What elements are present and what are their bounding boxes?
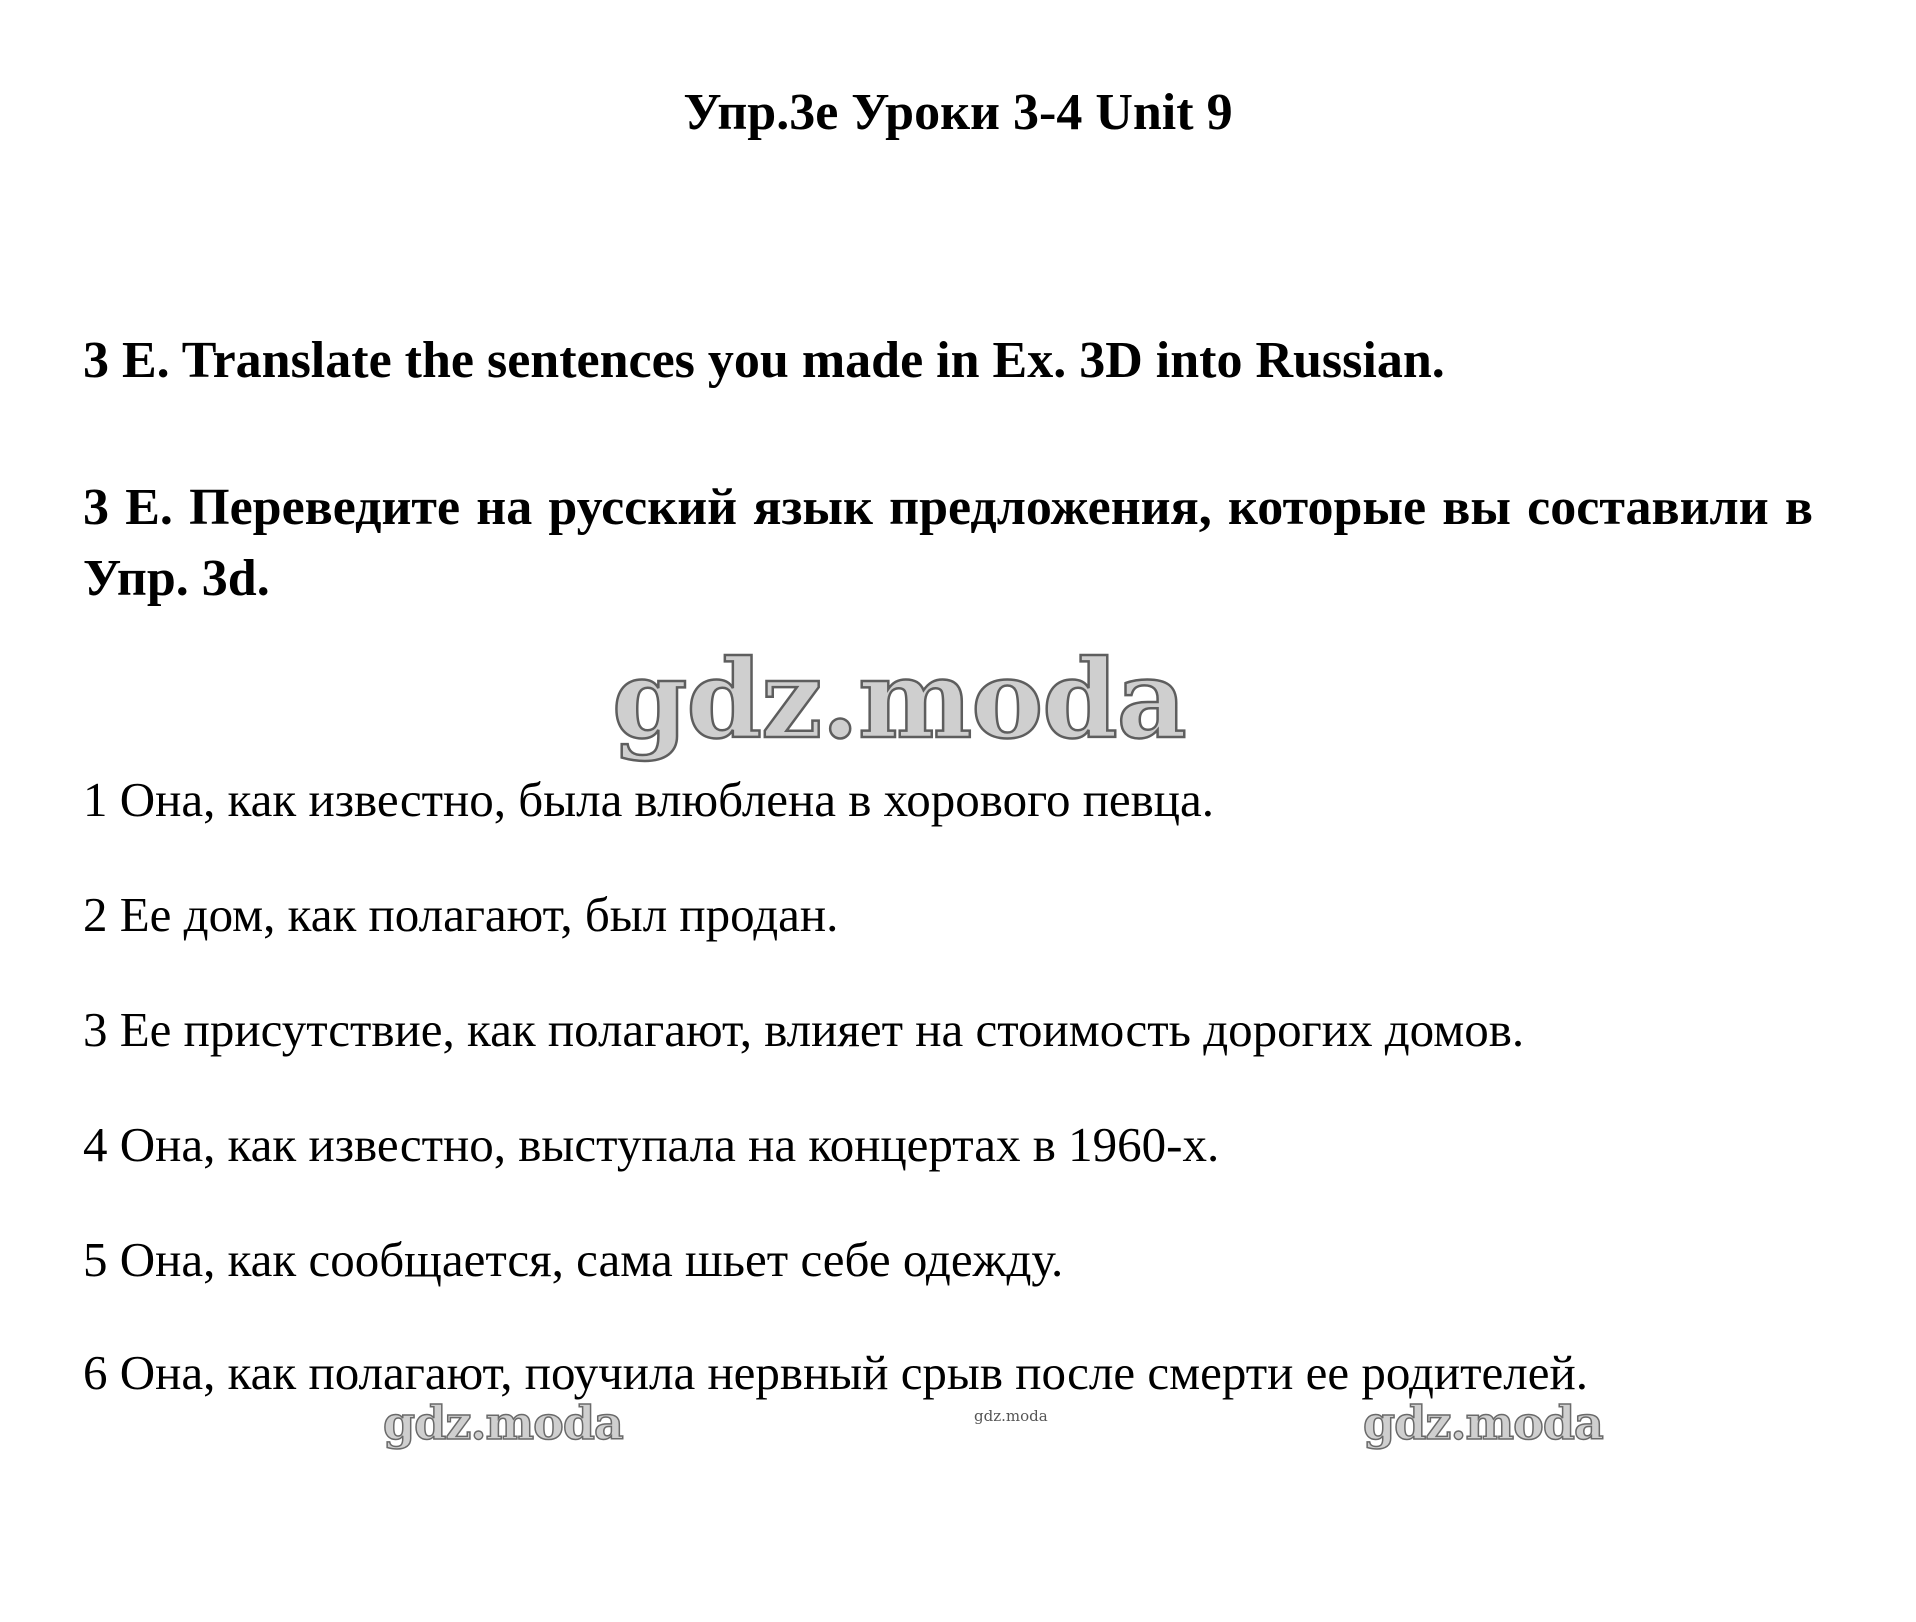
sentence-5: 5 Она, как сообщается, сама шьет себе одежду.	[83, 1232, 1064, 1287]
watermark-logo-right: gdz.moda	[1363, 1396, 1603, 1450]
watermark-logo-tiny: gdz.moda	[974, 1407, 1048, 1425]
watermark-logo-left: gdz.moda	[383, 1396, 623, 1450]
page-title: Упр.3е Уроки 3-4 Unit 9	[683, 84, 1233, 141]
sentence-1: 1 Она, как известно, была влюблена в хорового певца.	[83, 772, 1215, 827]
sentence-2: 2 Ее дом, как полагают, был продан.	[83, 887, 839, 942]
sentence-6: 6 Она, как полагают, поучила нервный срыв после смерти ее родителей.	[83, 1345, 1588, 1400]
sentence-4: 4 Она, как известно, выступала на концертах в 1960-х.	[83, 1117, 1220, 1172]
instruction-russian: 3 Е. Переведите на русский язык предложения, которые вы составили в Упр. 3d.	[83, 479, 1813, 607]
instruction-english: 3 E. Translate the sentences you made in Ex. 3D into Russian.	[83, 332, 1445, 389]
sentence-3: 3 Ее присутствие, как полагают, влияет на стоимость дорогих домов.	[83, 1002, 1525, 1057]
watermark-logo-large: gdz.moda	[612, 637, 1186, 763]
sentence-list	[83, 765, 1813, 1451]
